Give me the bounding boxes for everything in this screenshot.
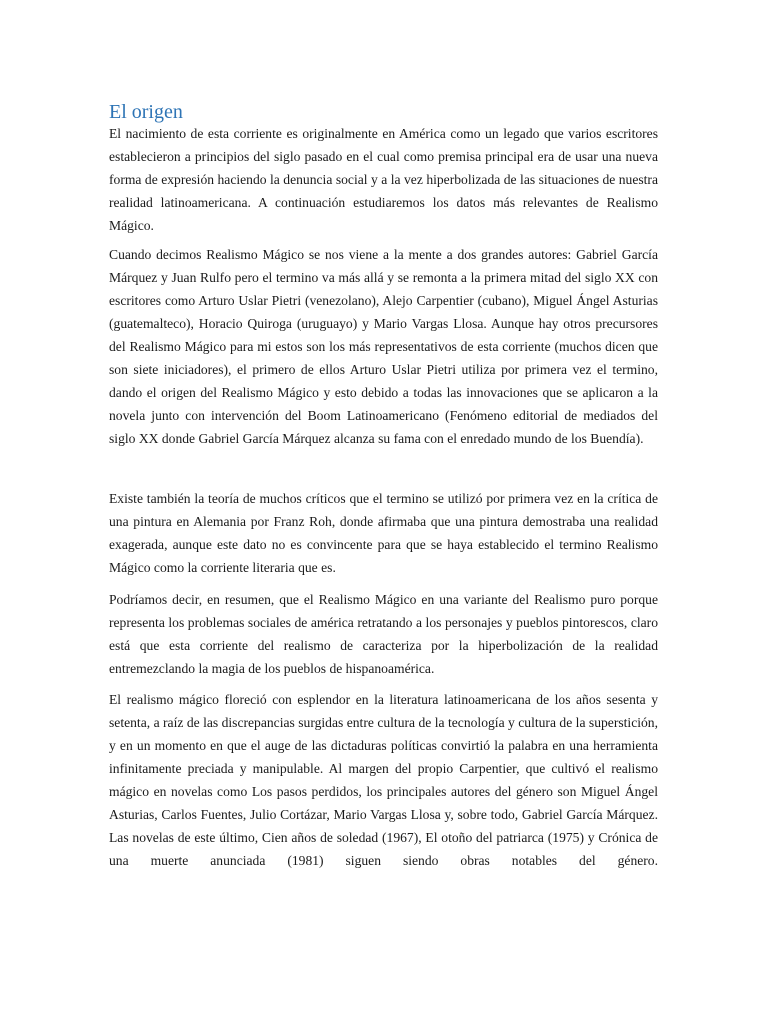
paragraph-2: Cuando decimos Realismo Mágico se nos viene a la mente a dos grandes autores: Gabriel García Márquez y Juan Rulfo pero el termino va más allá y se remonta a la primera mitad del siglo XX con escritores como Arturo Uslar Pietri (venezolano), Alejo Carpentier (cubano), Miguel Ángel Asturias (guatemalteco), Horacio Quiroga (uruguayo) y Mario Vargas Llosa. Aunque hay otros precursores del Realismo Mágico para mi estos son los más representativos de esta corriente (muchos dicen que son siete iniciadores), el primero de ellos Arturo Uslar Pietri utiliza por primera vez el termino, dando el origen del Realismo Mágico y esto debido a todas las innovaciones que se aplicaron a la novela junto con intervención del Boom Latinoamericano (Fenómeno editorial de mediados del siglo XX donde Gabriel García Márquez alcanza su fama con el enredado mundo de los Buendía). (109, 247, 658, 446)
paragraph-5: El realismo mágico floreció con esplendor en la literatura latinoamericana de los años sesenta y setenta, a raíz de las discrepancias surgidas entre cultura de la tecnología y cultura de la superstición, y en un momento en que el auge de las dictaduras políticas convirtió la palabra en una herramienta infinitamente preciada y manipulable. Al margen del propio Carpentier, que cultivó el realismo mágico en novelas como Los pasos perdidos, los principales autores del género son Miguel Ángel Asturias, Carlos Fuentes, Julio Cortázar, Mario Vargas Llosa y, sobre todo, Gabriel García Márquez. Las novelas de este último, Cien años de soledad (1967), El otoño del patriarca (1975) y Crónica de una muerte anunciada (1981) siguen siendo obras notables del género. (109, 692, 658, 868)
paragraph-1: El nacimiento de esta corriente es originalmente en América como un legado que varios escritores establecieron a principios del siglo pasado en el cual como premisa principal era de usar una nueva forma de expresión haciendo la denuncia social y a la vez hiperbolizada de las situaciones de nuestra realidad latinoamericana. A continuación estudiaremos los datos más relevantes de Realismo Mágico. (109, 126, 658, 233)
paragraph-4: Podríamos decir, en resumen, que el Realismo Mágico en una variante del Realismo puro porque representa los problemas sociales de américa retratando a los personajes y pueblos pintorescos, claro está que esta corriente del realismo de caracteriza por la hiperbolización de la realidad entremezclando la magia de los pueblos de hispanoamérica. (109, 592, 658, 676)
section-heading: El origen (109, 101, 183, 123)
paragraph-3: Existe también la teoría de muchos críticos que el termino se utilizó por primera vez en la crítica de una pintura en Alemania por Franz Roh, donde afirmaba que una pintura demostraba una realidad exagerada, aunque este dato no es convincente para que se haya establecido el termino Realismo Mágico como la corriente literaria que es. (109, 491, 658, 575)
